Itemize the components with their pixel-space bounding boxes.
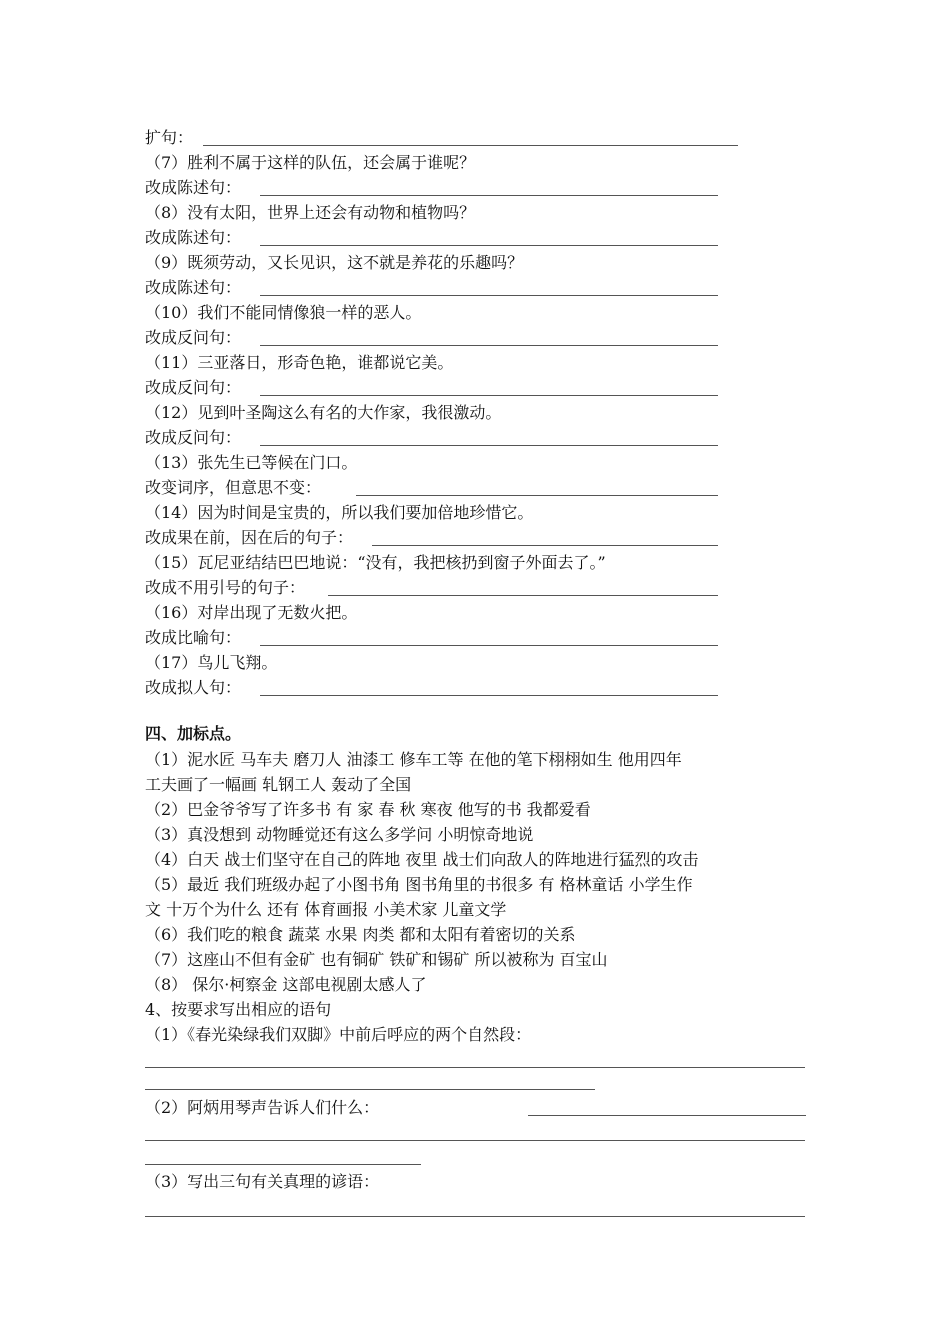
question-10: （10）我们不能同情像狼一样的恶人。	[145, 303, 422, 322]
question-8: （8）没有太阳，世界上还会有动物和植物吗？	[145, 203, 476, 222]
section-heading-punctuation: 四、加标点。	[145, 724, 242, 743]
instruction-declarative: 改成陈述句：	[145, 228, 242, 247]
write-item-3: （3）写出三句有关真理的谚语：	[145, 1172, 380, 1191]
answer-line[interactable]	[145, 1067, 805, 1068]
answer-line[interactable]	[145, 1216, 805, 1217]
punctuation-item-8: （8） 保尔·柯察金 这部电视剧太感人了	[145, 975, 427, 994]
instruction-rhetorical: 改成反问句：	[145, 428, 242, 447]
instruction-word-order: 改变词序，但意思不变：	[145, 478, 322, 497]
punctuation-item-5-cont: 文 十万个为什么 还有 体育画报 小美术家 儿童文学	[145, 900, 507, 919]
instruction-rhetorical: 改成反问句：	[145, 328, 242, 347]
answer-line[interactable]	[145, 1089, 595, 1090]
answer-line[interactable]	[145, 1140, 805, 1141]
write-item-1: （1）《春光染绿我们双脚》中前后呼应的两个自然段：	[145, 1025, 532, 1044]
answer-line[interactable]	[260, 645, 718, 646]
punctuation-item-4: （4）白天 战士们坚守在自己的阵地 夜里 战士们向敌人的阵地进行猛烈的攻击	[145, 850, 699, 869]
answer-line[interactable]	[145, 1164, 421, 1165]
answer-line[interactable]	[260, 395, 718, 396]
instruction-personification: 改成拟人句：	[145, 678, 242, 697]
question-9: （9）既须劳动，又长见识，这不就是养花的乐趣吗？	[145, 253, 524, 272]
question-13: （13）张先生已等候在门口。	[145, 453, 358, 472]
question-14: （14）因为时间是宝贵的，所以我们要加倍地珍惜它。	[145, 503, 534, 522]
question-7: （7）胜利不属于这样的队伍，还会属于谁呢？	[145, 153, 476, 172]
answer-line[interactable]	[372, 545, 718, 546]
answer-line[interactable]	[328, 595, 718, 596]
question-17: （17）鸟儿飞翔。	[145, 653, 278, 672]
answer-line[interactable]	[260, 445, 718, 446]
punctuation-item-5: （5）最近 我们班级办起了小图书角 图书角里的书很多 有 格林童话 小学生作	[145, 875, 693, 894]
answer-line[interactable]	[260, 295, 718, 296]
write-item-2: （2）阿炳用琴声告诉人们什么：	[145, 1098, 380, 1117]
expand-sentence-label: 扩句：	[145, 128, 194, 147]
instruction-simile: 改成比喻句：	[145, 628, 242, 647]
punctuation-item-2: （2）巴金爷爷写了许多书 有 家 春 秋 寒夜 他写的书 我都爱看	[145, 800, 591, 819]
answer-line[interactable]	[260, 345, 718, 346]
instruction-indirect-speech: 改成不用引号的句子：	[145, 578, 306, 597]
question-16: （16）对岸出现了无数火把。	[145, 603, 358, 622]
answer-line[interactable]	[528, 1115, 806, 1116]
question-12: （12）见到叶圣陶这么有名的大作家，我很激动。	[145, 403, 502, 422]
punctuation-item-3: （3）真没想到 动物睡觉还有这么多学问 小明惊奇地说	[145, 825, 534, 844]
punctuation-item-6: （6）我们吃的粮食 蔬菜 水果 肉类 都和太阳有着密切的关系	[145, 925, 576, 944]
section-heading-write-sentences: 4、按要求写出相应的语句	[145, 1000, 332, 1019]
answer-line[interactable]	[260, 245, 718, 246]
punctuation-item-1: （1）泥水匠 马车夫 磨刀人 油漆工 修车工等 在他的笔下栩栩如生 他用四年	[145, 750, 682, 769]
answer-line[interactable]	[356, 495, 718, 496]
question-11: （11）三亚落日，形奇色艳，谁都说它美。	[145, 353, 454, 372]
instruction-declarative: 改成陈述句：	[145, 278, 242, 297]
punctuation-item-7: （7）这座山不但有金矿 也有铜矿 铁矿和锡矿 所以被称为 百宝山	[145, 950, 608, 969]
instruction-effect-cause: 改成果在前，因在后的句子：	[145, 528, 354, 547]
instruction-declarative: 改成陈述句：	[145, 178, 242, 197]
answer-line[interactable]	[260, 195, 718, 196]
instruction-rhetorical: 改成反问句：	[145, 378, 242, 397]
answer-line[interactable]	[203, 145, 738, 146]
answer-line[interactable]	[260, 695, 718, 696]
question-15: （15）瓦尼亚结结巴巴地说：“没有，我把核扔到窗子外面去了。”	[145, 553, 606, 572]
punctuation-item-1-cont: 工夫画了一幅画 轧钢工人 轰动了全国	[145, 775, 412, 794]
